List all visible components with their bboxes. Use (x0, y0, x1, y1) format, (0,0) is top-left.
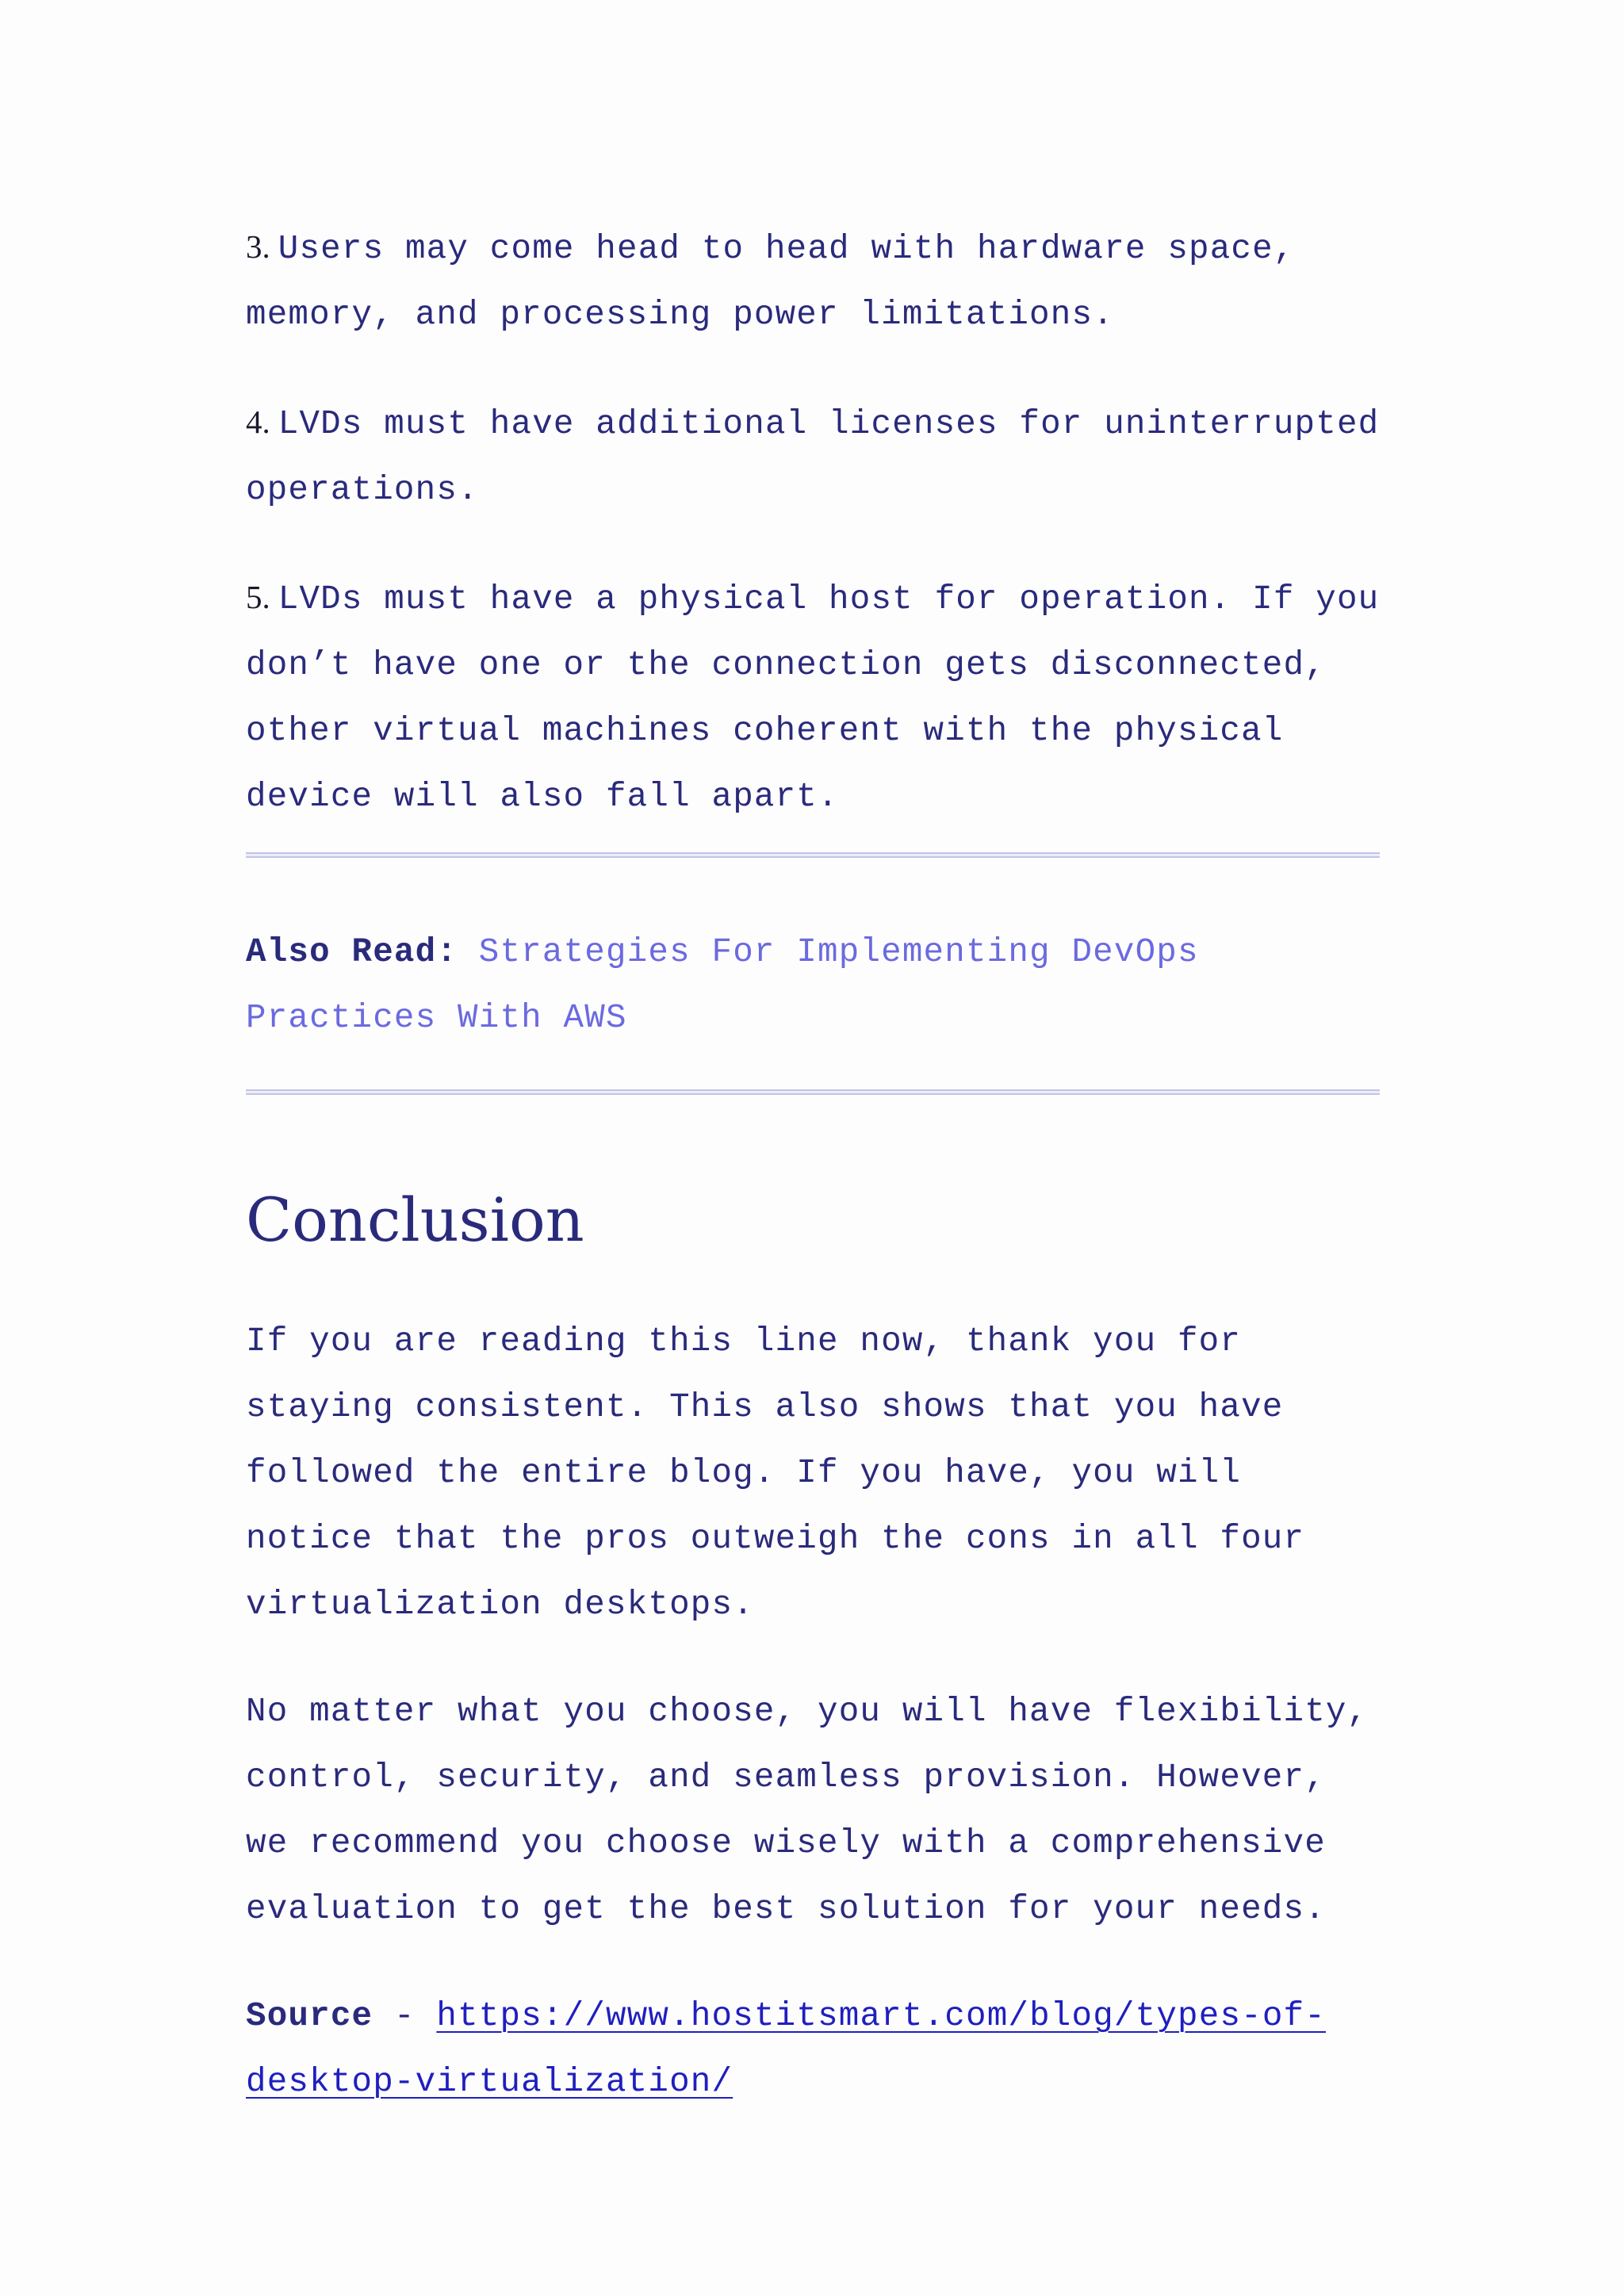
list-item-text: LVDs must have additional licenses for uninterrupted operations. (246, 405, 1380, 509)
list-item-number: 4. (246, 404, 270, 440)
also-read-label: Also Read: (246, 933, 458, 971)
source-separator: - (393, 1997, 416, 2035)
list-item (246, 564, 1380, 830)
conclusion-paragraph-1: If you are reading this line now, thank you for staying consistent. This also shows that you have followed the entire blog. If you have, you will notice that the pros outweigh the cons in all four virtualization desktops. (246, 1322, 1305, 1624)
conclusion-heading: Conclusion (246, 1184, 584, 1255)
list-item-number: 5. (246, 579, 270, 615)
divider-top (246, 852, 1380, 858)
list-item (246, 389, 1380, 523)
source-line (246, 1984, 1380, 2115)
source-label: Source (246, 1997, 373, 2035)
list-item-text: Users may come head to head with hardware space, memory, and processing power limitations. (246, 230, 1295, 334)
also-read-link[interactable]: Strategies For Implementing DevOps Practices With AWS (246, 933, 1199, 1037)
also-read-block (246, 920, 1380, 1051)
list-item (246, 214, 1380, 348)
list-item-number: 3. (246, 228, 270, 265)
document-page (246, 214, 1380, 2156)
conclusion-paragraph-2: No matter what you choose, you will have flexibility, control, security, and seamless provision. However, we recommend you choose wisely with a comprehensive evaluation to get the best solution for your needs. (246, 1693, 1369, 1928)
divider-bottom (246, 1089, 1380, 1095)
source-link[interactable]: https://www.hostitsmart.com/blog/types-of-desktop-virtualization/ (246, 1997, 1326, 2101)
list-item-text: LVDs must have a physical host for operation. If you don’t have one or the connection gets disconnected, other virtual machines coherent with the physical device will also fall apart. (246, 580, 1380, 816)
